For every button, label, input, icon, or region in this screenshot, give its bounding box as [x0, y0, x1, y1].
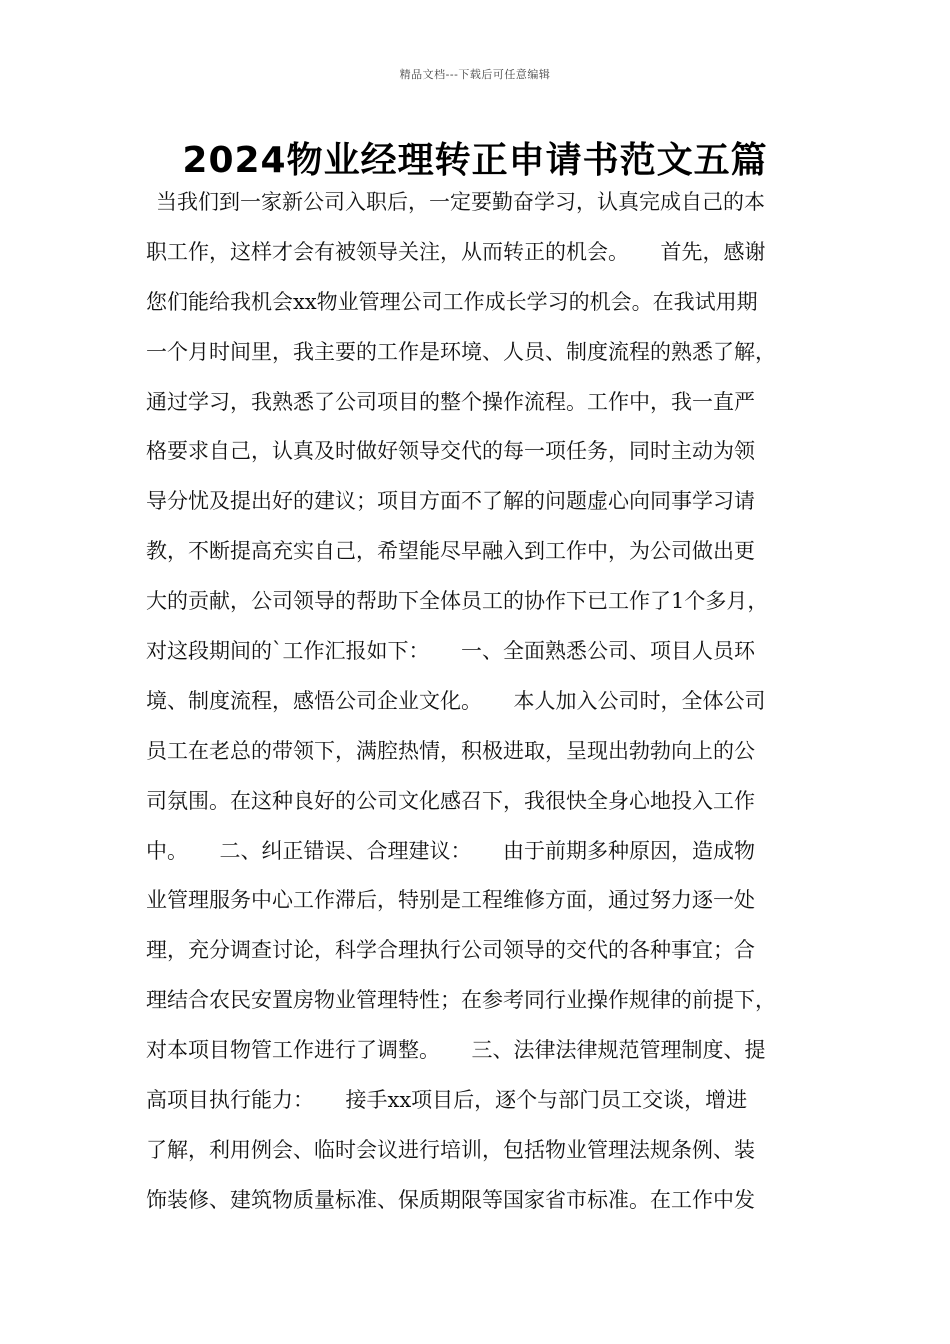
- page-header: 精品文档---下载后可任意编辑: [399, 68, 551, 81]
- body-line: 理，充分调查讨论，科学合理执行公司领导的交代的各种事宜；合: [146, 938, 755, 963]
- body-line: 业管理服务中心工作滞后，特别是工程维修方面，通过努力逐一处: [146, 888, 755, 913]
- document-body: [146, 178, 822, 1226]
- body-line: 通过学习，我熟悉了公司项目的整个操作流程。工作中，我一直严: [146, 389, 755, 414]
- body-line: 高项目执行能力： 接手xx项目后，逐个与部门员工交谈，增进: [146, 1088, 748, 1113]
- body-line: 大的贡献，公司领导的帮助下全体员工的协作下已工作了1个多月，: [146, 589, 769, 614]
- body-line: 了解，利用例会、临时会议进行培训，包括物业管理法规条例、装: [146, 1137, 755, 1162]
- body-line: 境、制度流程，感悟公司企业文化。 本人加入公司时，全体公司: [146, 688, 766, 713]
- document-title: 2024物业经理转正申请书范文五篇: [182, 140, 768, 181]
- body-line: 当我们到一家新公司入职后，一定要勤奋学习，认真完成自己的本: [156, 190, 765, 214]
- body-line: 饰装修、建筑物质量标准、保质期限等国家省市标准。在工作中发: [146, 1187, 755, 1212]
- body-line: 导分忧及提出好的建议；项目方面不了解的问题虚心向同事学习请: [146, 489, 755, 514]
- body-line: 中。 二、纠正错误、合理建议： 由于前期多种原因，造成物: [146, 838, 755, 863]
- body-line: 职工作，这样才会有被领导关注，从而转正的机会。 首先，感谢: [146, 239, 766, 264]
- body-line: 格要求自己，认真及时做好领导交代的每一项任务，同时主动为领: [146, 439, 755, 464]
- body-line: 员工在老总的带领下，满腔热情，积极进取，呈现出勃勃向上的公: [146, 738, 755, 763]
- body-line: 司氛围。在这种良好的公司文化感召下，我很快全身心地投入工作: [146, 788, 755, 813]
- body-line: 对这段期间的`工作汇报如下： 一、全面熟悉公司、项目人员环: [146, 639, 755, 664]
- body-line: 教，不断提高充实自己，希望能尽早融入到工作中，为公司做出更: [146, 539, 755, 564]
- body-line: 对本项目物管工作进行了调整。 三、法律法律规范管理制度、提: [146, 1038, 766, 1063]
- body-line: 一个月时间里，我主要的工作是环境、人员、制度流程的熟悉了解，: [146, 339, 776, 364]
- body-line: 理结合农民安置房物业管理特性；在参考同行业操作规律的前提下，: [146, 988, 776, 1013]
- body-line: 您们能给我机会xx物业管理公司工作成长学习的机会。在我试用期: [146, 289, 758, 314]
